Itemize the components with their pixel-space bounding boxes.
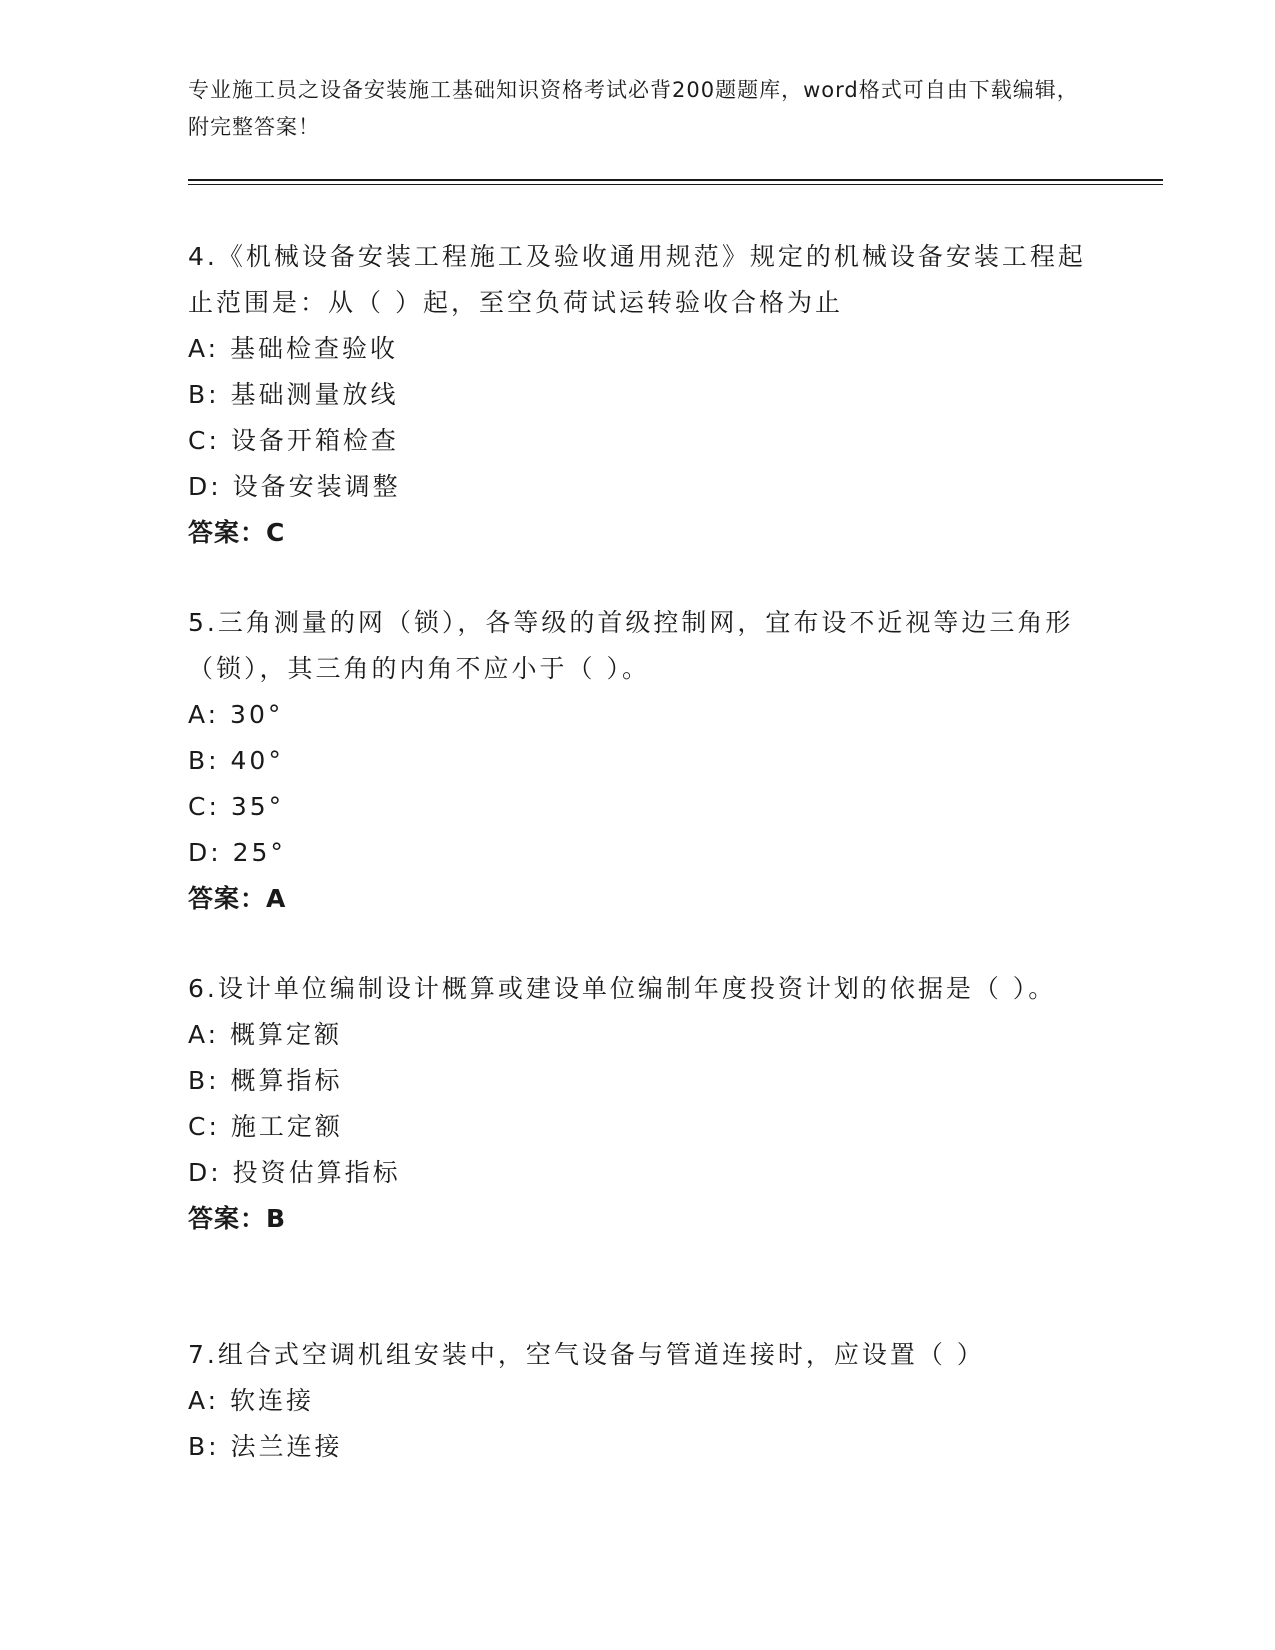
option-a: A: 30° (188, 700, 284, 729)
question-5 (188, 600, 1088, 922)
option-d: D: 25° (188, 838, 286, 867)
question-7 (188, 1332, 1088, 1470)
option-c: C: 设备开箱检查 (188, 426, 399, 455)
answer-line: 答案：C (188, 518, 286, 547)
question-stem: 7.组合式空调机组安装中，空气设备与管道连接时，应设置（ ） (188, 1340, 985, 1369)
option-a: A: 软连接 (188, 1386, 315, 1415)
document-intro: 专业施工员之设备安装施工基础知识资格考试必背200题题库，word格式可自由下载编辑，附完整答案！ (188, 78, 1079, 139)
option-a: A: 基础检查验收 (188, 334, 399, 363)
option-b: B: 概算指标 (188, 1066, 343, 1095)
header-divider-thin (188, 184, 1163, 185)
option-c: C: 35° (188, 792, 285, 821)
answer-line: 答案：A (188, 884, 287, 913)
header-divider-thick (188, 179, 1163, 181)
question-6 (188, 966, 1088, 1242)
question-4 (188, 234, 1088, 556)
option-a: A: 概算定额 (188, 1020, 343, 1049)
answer-line: 答案：B (188, 1204, 287, 1233)
option-d: D: 设备安装调整 (188, 472, 401, 501)
question-stem: 4.《机械设备安装工程施工及验收通用规范》规定的机械设备安装工程起止范围是：从（ ）起，至空负荷试运转验收合格为止 (188, 242, 1086, 317)
question-stem: 6.设计单位编制设计概算或建设单位编制年度投资计划的依据是（ ）。 (188, 974, 1057, 1003)
question-stem: 5.三角测量的网（锁），各等级的首级控制网，宜布设不近视等边三角形（锁），其三角的内角不应小于（ ）。 (188, 608, 1074, 683)
option-b: B: 40° (188, 746, 284, 775)
option-b: B: 基础测量放线 (188, 380, 399, 409)
option-d: D: 投资估算指标 (188, 1158, 401, 1187)
option-c: C: 施工定额 (188, 1112, 343, 1141)
option-b: B: 法兰连接 (188, 1432, 343, 1461)
